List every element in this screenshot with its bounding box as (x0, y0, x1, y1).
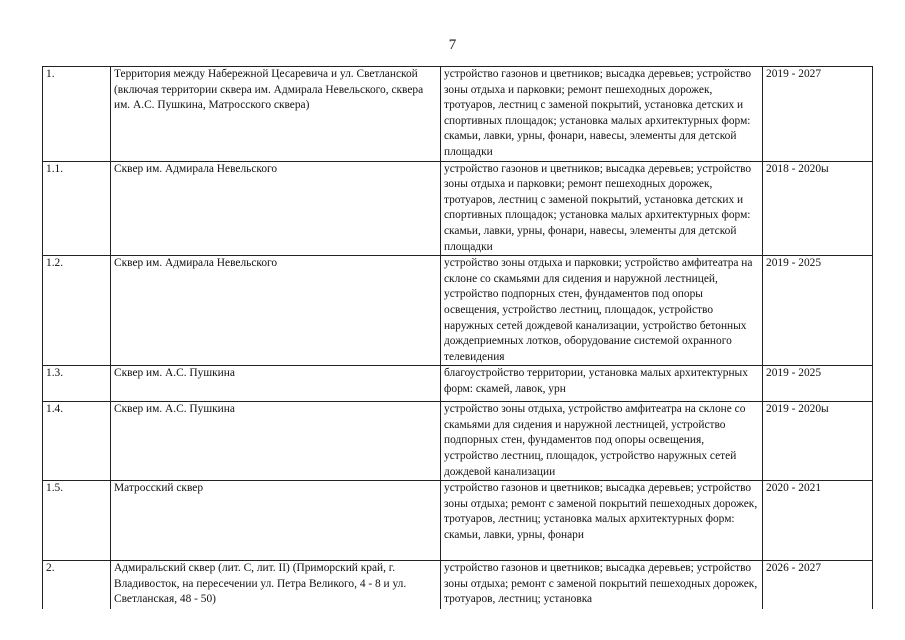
row-number: 1.2. (43, 256, 111, 366)
works-description: благоустройство территории, установка малых архитектурных форм: скамей, лавок, урн (441, 366, 763, 402)
table-row (43, 161, 873, 256)
works-description: устройство газонов и цветников; высадка деревьев; устройство зоны отдыха; ремонт с заменой покрытий пешеходных дорожек, тротуаров, лестниц; установка малых архитектурных форм: скамьи, лавки, урны, фонари (441, 481, 763, 561)
implementation-period: 2018 - 2020ы (763, 161, 873, 256)
works-description: устройство газонов и цветников; высадка деревьев; устройство зоны отдыха и парковки; ремонт пешеходных дорожек, тротуаров, лестниц с заменой покрытий, установка детских и спортивных площадок; установка малых архитектурных форм: скамьи, лавки, урны, фонари, навесы, элементы для детской площадки (441, 67, 763, 162)
works-description: устройство газонов и цветников; высадка деревьев; устройство зоны отдыха и парковки; ремонт пешеходных дорожек, тротуаров, лестниц с заменой покрытий, установка детских и спортивных площадок; установка малых архитектурных форм: скамьи, лавки, урны, фонари, навесы, элементы для детской площадки (441, 161, 763, 256)
territory-name: Сквер им. Адмирала Невельского (111, 256, 441, 366)
works-description: устройство газонов и цветников; высадка деревьев; устройство зоны отдыха; ремонт с заменой покрытий пешеходных дорожек, тротуаров, лестниц; установка (441, 561, 763, 609)
row-number: 1.4. (43, 402, 111, 481)
territory-name: Адмиральский сквер (лит. С, лит. II) (Приморский край, г. Владивосток, на пересечении ул. Петра Великого, 4 - 8 и ул. Светланская, 48 - 50) (111, 561, 441, 609)
table-row (43, 67, 873, 162)
territory-name: Матросский сквер (111, 481, 441, 561)
table-row (43, 481, 873, 561)
territory-name: Сквер им. А.С. Пушкина (111, 366, 441, 402)
row-number: 1.5. (43, 481, 111, 561)
territory-name: Сквер им. А.С. Пушкина (111, 402, 441, 481)
table-row (43, 366, 873, 402)
table-row (43, 402, 873, 481)
implementation-period: 2019 - 2027 (763, 67, 873, 162)
implementation-period: 2020 - 2021 (763, 481, 873, 561)
works-description: устройство зоны отдыха и парковки; устройство амфитеатра на склоне со скамьями для сидения и наружной лестницей, устройство подпорных стен, фундаментов под опоры освещения, устройство лестниц, площадок, устройство наружных сетей дождевой канализации, устройство бетонных дождеприемных лотков, оборудование системой охранного телевидения (441, 256, 763, 366)
page-number: 7 (448, 37, 457, 53)
territory-name: Сквер им. Адмирала Невельского (111, 161, 441, 256)
table-row (43, 256, 873, 366)
row-number: 1.1. (43, 161, 111, 256)
improvement-table (42, 66, 873, 609)
row-number: 1. (43, 67, 111, 162)
implementation-period: 2019 - 2025 (763, 366, 873, 402)
implementation-period: 2019 - 2020ы (763, 402, 873, 481)
implementation-period: 2019 - 2025 (763, 256, 873, 366)
row-number: 1.3. (43, 366, 111, 402)
territory-name: Территория между Набережной Цесаревича и ул. Светланской (включая территории сквера им. Адмирала Невельского, сквера им. А.С. Пушкина, Матросского сквера) (111, 67, 441, 162)
implementation-period: 2026 - 2027 (763, 561, 873, 609)
table-row (43, 561, 873, 609)
row-number: 2. (43, 561, 111, 609)
works-description: устройство зоны отдыха, устройство амфитеатра на склоне со скамьями для сидения и наружной лестницей, устройство подпорных стен, фундаментов под опоры освещения, устройство лестниц, площадок, устройство наружных сетей дождевой канализации (441, 402, 763, 481)
